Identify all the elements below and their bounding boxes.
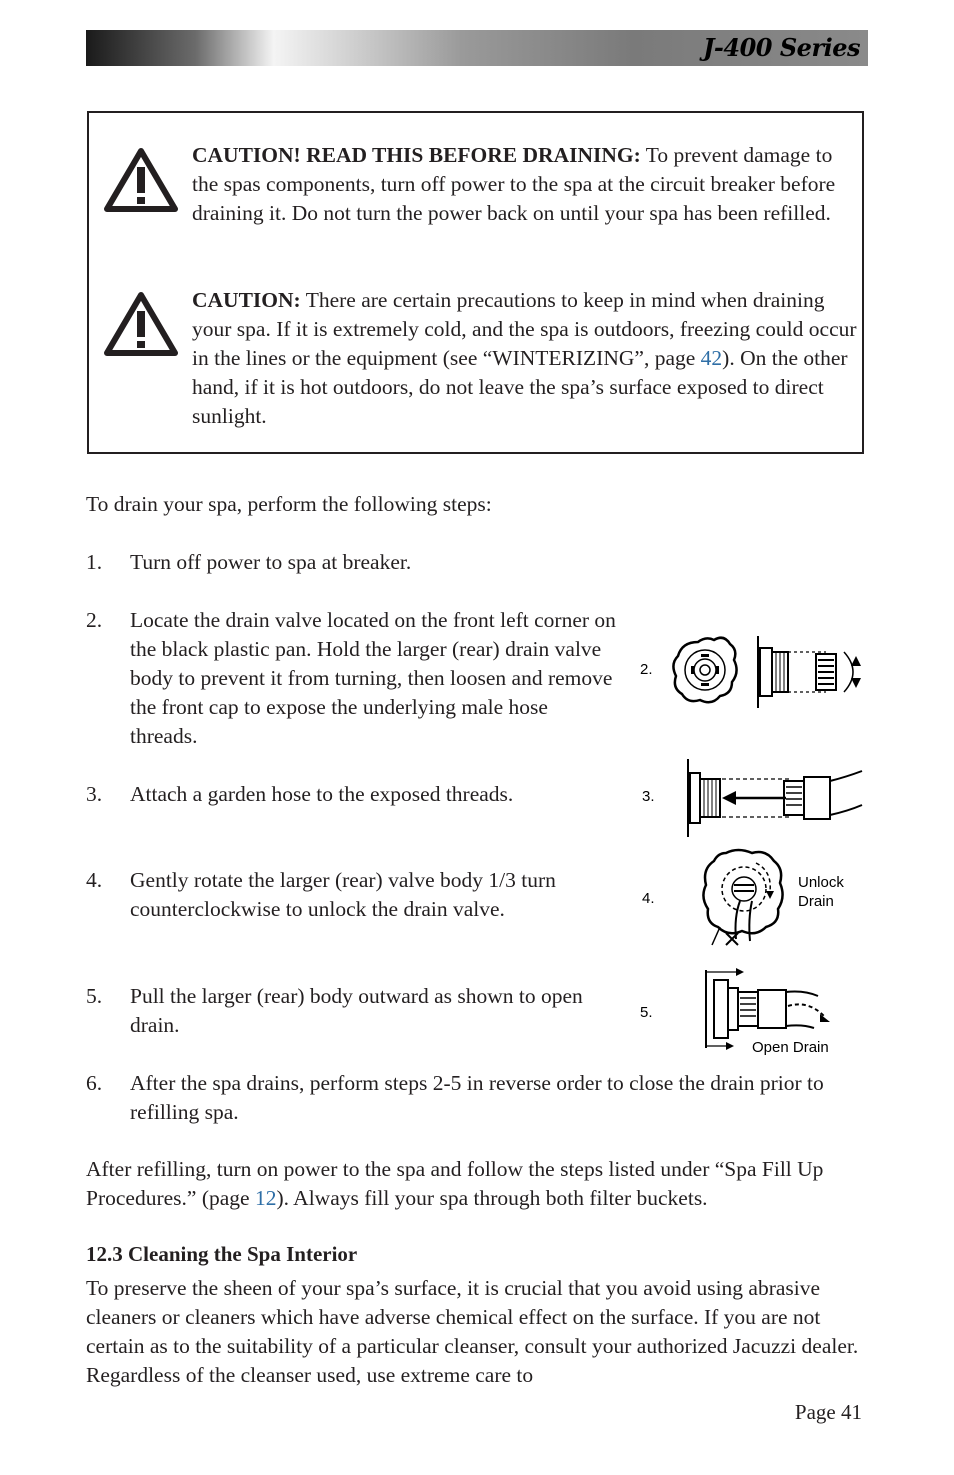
after-refill-text-end: ). Always fill your spa through both filter buckets.	[276, 1186, 708, 1210]
step-text: Locate the drain valve located on the front left corner on the black plastic pan. Hold the larger (rear) drain valve body to prevent it from turning, then loosen and remove the front cap to expose the underlying male hose threads.	[130, 608, 616, 748]
figure-label: 4.	[642, 890, 655, 907]
figure-caption: Drain	[798, 893, 834, 910]
caution-second	[192, 286, 862, 431]
step-text: Attach a garden hose to the exposed threads.	[130, 782, 514, 806]
step-number: 3.	[86, 782, 103, 806]
figure-label: 2.	[640, 661, 653, 678]
step-text: Pull the larger (rear) body outward as shown to open drain.	[130, 984, 583, 1037]
section-body: To preserve the sheen of your spa’s surface, it is crucial that you avoid using abrasive cleaners or cleaners which have adverse chemical effect on the surface. If you are not certain as to the suitability of a particular cleanser, consult your authorized Jacuzzi dealer. Regardless of the cleanser used, use extreme care to	[86, 1276, 859, 1387]
caution-first	[192, 141, 862, 228]
step-text: After the spa drains, perform steps 2-5 in reverse order to close the drain prior to refilling spa.	[130, 1071, 824, 1124]
caution-first-body: To prevent damage to the spas components, turn off power to the spa at the circuit breaker before draining it. Do not turn the power back on until your spa has been refilled.	[192, 143, 836, 225]
caution-second-heading: CAUTION:	[192, 288, 301, 312]
page-number: Page 41	[794, 1400, 862, 1424]
section-heading: 12.3 Cleaning the Spa Interior	[86, 1242, 358, 1266]
winterizing-page-link[interactable]: 42	[700, 346, 723, 370]
warning-icon	[103, 145, 179, 213]
fill-up-page-link[interactable]: 12	[254, 1186, 277, 1210]
drain-cap-front-view	[673, 638, 736, 703]
figure-caption: Unlock	[798, 874, 844, 891]
after-refill-paragraph	[86, 1155, 866, 1213]
step-text: Gently rotate the larger (rear) valve body 1/3 turn counterclockwise to unlock the drain valve.	[130, 868, 556, 921]
after-refill-text: After refilling, turn on power to the spa and follow the steps listed under “Spa Fill Up Procedures.” (page	[86, 1157, 824, 1210]
header-gradient-bar	[86, 30, 868, 66]
step-number: 6.	[86, 1071, 103, 1095]
warning-icon	[103, 289, 179, 357]
step-number: 2.	[86, 608, 103, 632]
step-number: 4.	[86, 868, 103, 892]
step-text: Turn off power to spa at breaker.	[130, 550, 412, 574]
caution-box	[87, 111, 864, 454]
caution-second-body-end: ). On the other hand, if it is hot outdoors, do not leave the spa’s surface exposed to direct sunlight.	[192, 346, 848, 428]
figure-step-4	[636, 845, 876, 951]
figure-label: 5.	[640, 1004, 653, 1021]
figure-label: 3.	[642, 788, 655, 805]
caution-first-heading: CAUTION! READ THIS BEFORE DRAINING:	[192, 143, 641, 167]
figure-step-5	[636, 962, 876, 1062]
figure-caption: Open Drain	[752, 1039, 829, 1056]
step-number: 1.	[86, 550, 103, 574]
figure-step-3	[636, 755, 876, 841]
close-icon	[726, 933, 738, 945]
series-title: J-400 Series	[703, 33, 860, 62]
caution-second-body: There are certain precautions to keep in mind when draining your spa. If it is extremely cold, and the spa is outdoors, freezing could occur in the lines or the equipment (see “WINTERIZING”, page	[192, 288, 857, 370]
drain-intro: To drain your spa, perform the following steps:	[86, 492, 492, 516]
figure-step-2	[636, 630, 876, 716]
step-number: 5.	[86, 984, 103, 1008]
